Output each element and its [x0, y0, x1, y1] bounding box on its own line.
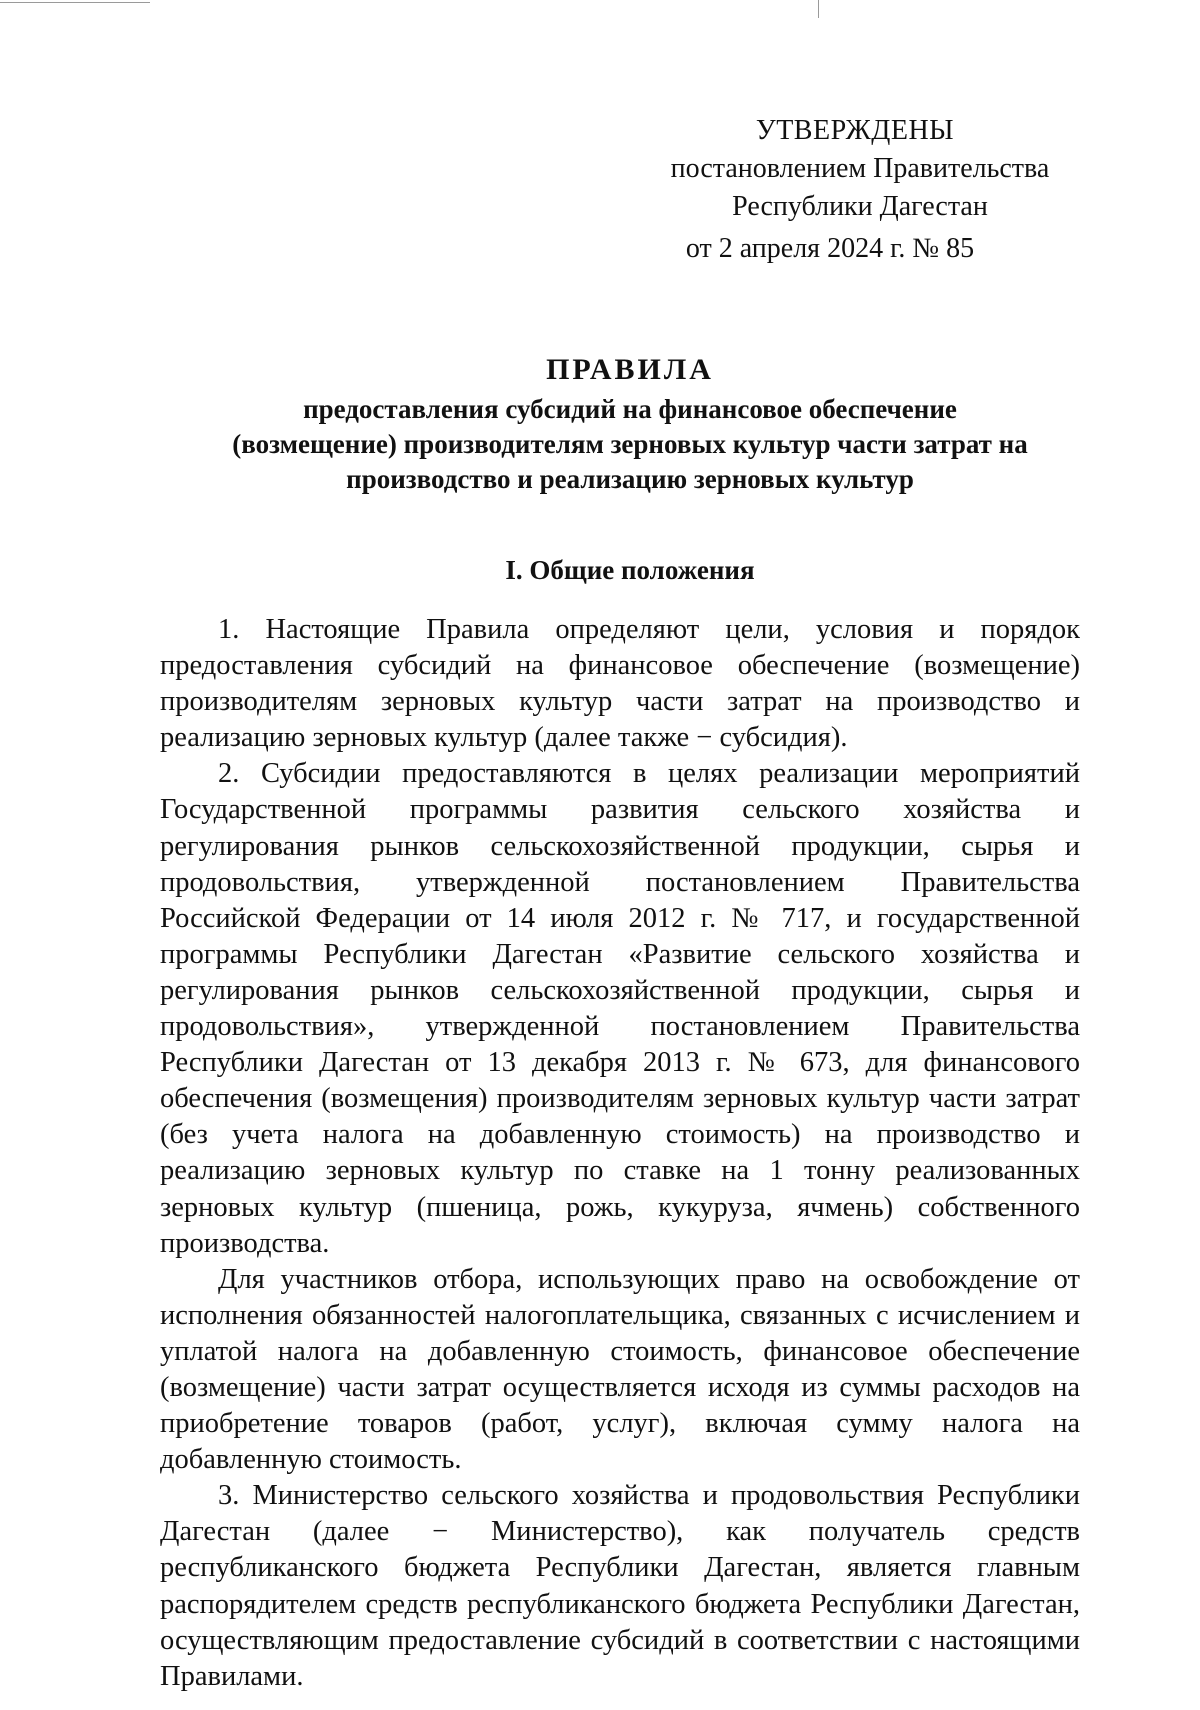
approval-line-2: Республики Дагестан — [732, 191, 988, 222]
paragraph-3: Для участников отбора, использующих право на освобождение от исполнения обязанностей налогоплательщика, связанных с исчислением и уплатой налога на добавленную стоимость, финансовое обеспечение (возмещение) части затрат осуществляется исходя из суммы расходов на приобретение товаров (работ, услуг), включая сумму налога на добавленную стоимость. — [160, 1263, 1080, 1476]
document-title: ПРАВИЛА — [546, 353, 714, 386]
approval-title: УТВЕРЖДЕНЫ — [755, 115, 955, 146]
section-title: I. Общие положения — [505, 555, 755, 585]
paragraph-2: 2. Субсидии предоставляются в целях реализации мероприятий Государственной программы развития сельского хозяйства и регулирования рынков сельскохозяйственной продукции, сырья и продовольствия, утвержденной постановлением Правительства Российской Федерации от 14 июля 2012 г. № 717, и государственной программы Республики Дагестан «Развитие сельского хозяйства и регулирования рынков сельскохозяйственной продукции, сырья и продовольствия», утвержденной постановлением Правительства Республики Дагестан от 13 декабря 2013 г. № 673, для финансового обеспечения (возмещения) производителям зерновых культур части затрат (без учета налога на добавленную стоимость) на производство и реализацию зерновых культур по ставке на 1 тонну реализованных зерновых культур (пшеница, рожь, кукуруза, ячмень) собственного производства. — [160, 758, 1080, 1259]
approval-date: от 2 апреля 2024 г. № 85 — [685, 233, 975, 264]
paragraph-4: 3. Министерство сельского хозяйства и продовольствия Республики Дагестан (далее − Министерство), как получатель средств республиканского бюджета Республики Дагестан, является главным распорядителем средств республиканского бюджета Республики Дагестан, осуществляющим предоставление субсидий в соответствии с настоящими Правилами. — [160, 1480, 1080, 1692]
document-body — [160, 612, 1080, 1695]
document-subtitle: предоставления субсидий на финансовое обеспечение (возмещение) производителям зерновых культур части затрат на производство и реализацию зерновых культур — [232, 394, 1028, 494]
paragraph-1: 1. Настоящие Правила определяют цели, условия и порядок предоставления субсидий на финансовое обеспечение (возмещение) производителям зерновых культур части затрат на производство и реализацию зерновых культур (далее также − субсидия). — [160, 614, 1080, 754]
document-heading — [230, 350, 1030, 497]
scan-artifact-mark — [818, 0, 819, 18]
approval-stamp-block — [640, 112, 1080, 268]
approval-line-1: постановлением Правительства — [670, 153, 1050, 184]
scan-artifact-line — [0, 2, 150, 3]
